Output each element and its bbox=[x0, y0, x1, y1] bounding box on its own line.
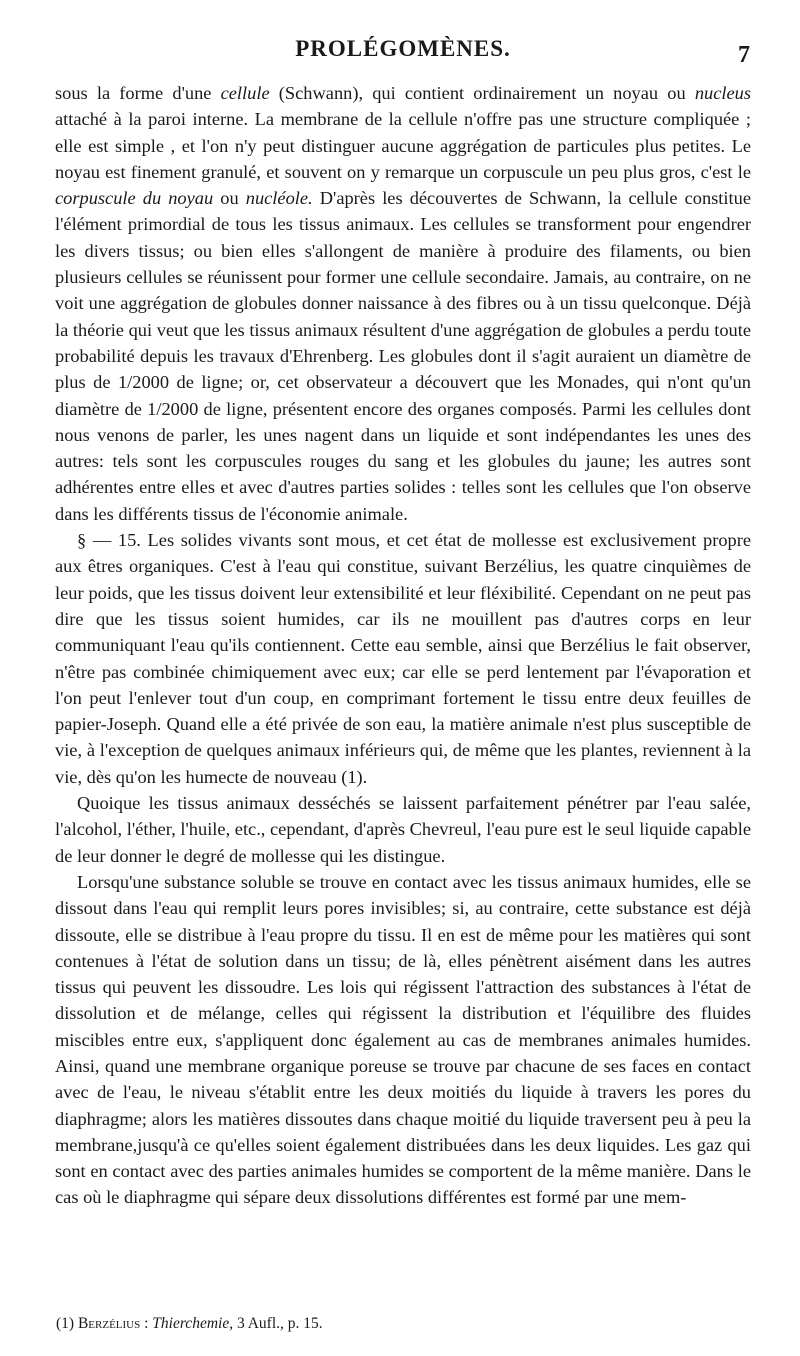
page-header bbox=[56, 36, 750, 70]
footnote-separator: : bbox=[140, 1315, 153, 1332]
page-number: 7 bbox=[738, 42, 750, 68]
paragraph-1 bbox=[55, 80, 751, 527]
footnote-title: Thierchemie, bbox=[152, 1315, 234, 1332]
text-run: D'après les découvertes de Schwann, la cellule constitue l'élément primordial de tous les tissus animaux. Les cellules se transforment pour engendrer les divers tissus; ou bien elles s'allongent de manière à produire des filaments, ou bien plusieurs cellules se réunissent pour former une cellule secondaire. Jamais, au contraire, on ne voit une aggrégation de globules donner naissance à des fibres ou à un tissu quelconque. Déjà la théorie qui veut que les tissus animaux résultent d'une aggrégation de globules a perdu toute probabilité depuis les travaux d'Ehrenberg. Les globules dont il s'agit auraient un diamètre de plus de 1/2000 de ligne; or, cet observateur a découvert que les Monades, qui n'ont qu'un diamètre de 1/2000 de ligne, présentent encore des organes composés. Parmi les cellules dont nous venons de parler, les unes nagent dans un liquide et sont indépendantes les unes des autres: tels sont les corpuscules rouges du sang et les globules du jaune; les autres sont adhérentes entre elles et avec d'autres parties solides : telles sont les cellules que l'on observe dans les différents tissus de l'économie animale. bbox=[55, 188, 751, 524]
text-run: corpuscule du noyau bbox=[55, 188, 214, 209]
paragraph-4 bbox=[55, 869, 751, 1211]
text-run: cellule bbox=[220, 83, 270, 103]
footnote bbox=[56, 1314, 750, 1334]
text-run: Lorsqu'une substance soluble se trouve en contact avec les tissus animaux humides, elle se dissout dans l'eau qui remplit leurs pores invisibles; si, au contraire, cette substance est déjà dissoute, elle se distribue à l'eau propre du tissu. Il en est de même pour les matières qui sont contenues à l'état de solution dans un tissu; de là, elles pénètrent aisément dans les autres tissus qui peuvent les dissoudre. Les lois qui régissent l'attraction des substances à l'état de dissolution et de mélange, celles qui régissent la distribution et l'équilibre des fluides miscibles entre eux, s'appliquent donc également au cas de membranes animales humides. Ainsi, quand une membrane organique poreuse se trouve par chacune de ses faces en contact avec de l'eau, le niveau s'établit entre les deux moitiés du liquide à travers les pores du diaphragme; alors les matières dissoutes dans chaque moitié du liquide traversent peu à peu la membrane,jusqu'à ce qu'elles soient également distribuées dans les deux liquides. Les gaz qui sont en contact avec des parties animales humides se comportent de la même manière. Dans le cas où le diaphragme qui sépare deux dissolutions différentes est formé par une mem- bbox=[55, 871, 751, 1208]
paragraph-2 bbox=[55, 527, 751, 790]
text-run: attaché à la paroi interne. La membrane de la cellule n'offre pas une structure compliquée ; elle est simple , et l'on n'y peut distinguer aucune aggrégation de particules plus petites. Le noyau est finement granulé, et souvent on y remarque un corpuscule un peu plus gros, c'est le bbox=[55, 109, 751, 182]
text-run: Quoique les tissus animaux desséchés se laissent parfaitement pénétrer par l'eau salée, l'alcohol, l'éther, l'huile, etc., cependant, d'après Chevreul, l'eau pure est le seul liquide capable de leur donner le degré de mollesse qui les distingue. bbox=[55, 793, 752, 866]
text-run: ou bbox=[213, 188, 246, 209]
text-run: nucléole. bbox=[245, 188, 313, 209]
text-run: sous la forme d'une bbox=[55, 83, 221, 103]
paragraph-3 bbox=[55, 790, 751, 869]
text-run: (Schwann), qui contient ordinairement un noyau ou bbox=[269, 83, 695, 103]
running-title: PROLÉGOMÈNES. bbox=[295, 36, 511, 61]
footnote-number: (1) bbox=[56, 1315, 75, 1332]
text-run: nucleus bbox=[694, 83, 751, 103]
body-text bbox=[55, 80, 751, 1211]
footnote-details: 3 Aufl., p. 15. bbox=[233, 1315, 323, 1332]
footnote-author: Berzélius bbox=[77, 1315, 141, 1332]
text-run: § — 15. Les solides vivants sont mous, et cet état de mollesse est exclusivement propre aux êtres organiques. C'est à l'eau qui constitue, suivant Berzélius, les quatre cinquièmes de leur poids, que les tissus doivent leur extensibilité et leur fléxibilité. Cependant on ne peut pas dire que les tissus soient humides, car ils ne mouillent pas d'autres corps en leur communiquant l'eau qu'ils contiennent. Cette eau semble, ainsi que Berzélius le fait observer, n'être pas combinée chimiquement avec eux; car elle se perd lentement par l'évaporation et l'on peut l'enlever tout d'un coup, en comprimant fortement le tissu entre deux feuilles de papier-Joseph. Quand elle a été privée de son eau, la matière animale n'est plus susceptible de vie, à l'exception de quelques animaux inférieurs qui, de même que les plantes, reviennent à la vie, dès qu'on les humecte de nouveau (1). bbox=[55, 530, 751, 787]
